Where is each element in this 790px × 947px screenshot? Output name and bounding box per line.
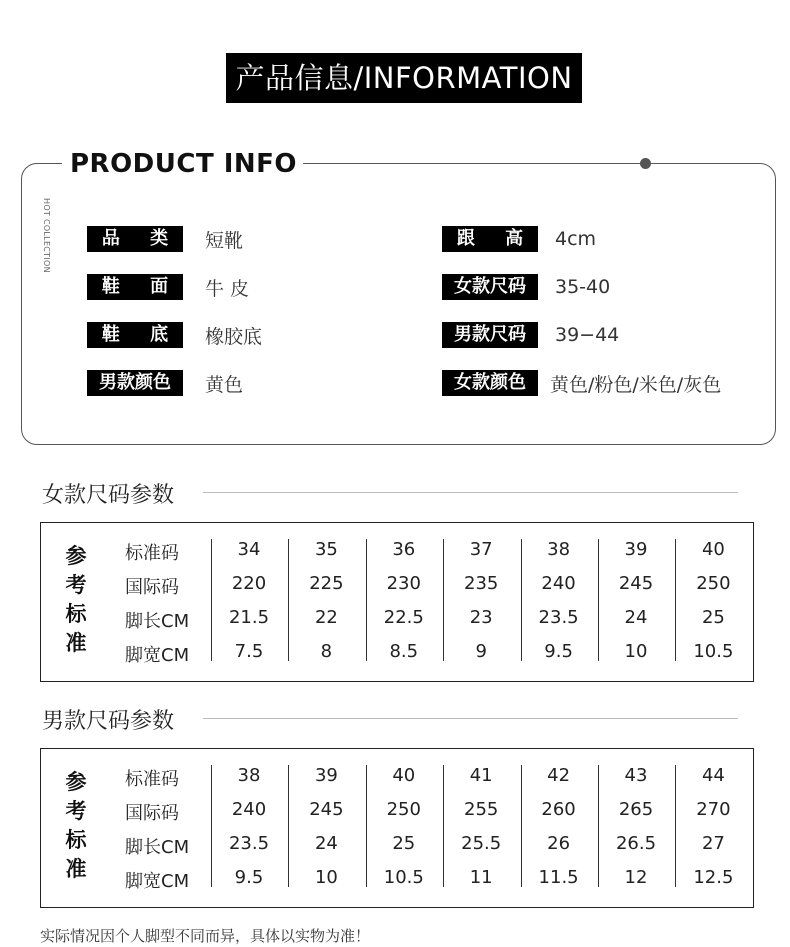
- size-cell: 10.5: [693, 641, 734, 662]
- size-cell: 250: [386, 799, 421, 820]
- product-info-title: PRODUCT INFO: [62, 146, 303, 182]
- size-cell: 23.5: [538, 607, 579, 628]
- attr-label: 鞋 面: [87, 274, 183, 300]
- information-banner: 产品信息/INFORMATION: [226, 53, 582, 103]
- size-cell: 9.5: [234, 867, 264, 888]
- size-cell: 250: [696, 573, 731, 594]
- attr-value: 黄色/粉色/米色/灰色: [550, 373, 722, 396]
- size-cell: 260: [541, 799, 576, 820]
- size-cell: 40: [701, 539, 725, 560]
- attr-label: 女款尺码: [442, 274, 538, 300]
- size-cell: 25: [392, 833, 416, 854]
- size-cell: 9: [475, 641, 487, 662]
- decorative-dot-icon: [640, 158, 651, 169]
- attr-value: 牛 皮: [205, 277, 250, 300]
- attr-value: 黄色: [205, 373, 244, 396]
- size-cell: 34: [237, 539, 261, 560]
- attr-value: 橡胶底: [205, 325, 263, 348]
- size-cell: 245: [618, 573, 654, 594]
- row-label-foot-width: 脚宽CM: [125, 871, 190, 892]
- attr-men-color: [87, 370, 243, 396]
- size-cell: 270: [696, 799, 731, 820]
- size-cell: 24: [624, 607, 648, 628]
- ref-char: 参: [65, 544, 87, 568]
- size-cell: 245: [309, 799, 344, 820]
- size-cell: 21.5: [228, 607, 270, 628]
- row-label-international: 国际码: [125, 577, 179, 598]
- size-cell: 11: [469, 867, 493, 888]
- attr-sole: [87, 322, 262, 348]
- attr-label: 男款尺码: [442, 322, 538, 348]
- section-divider: [203, 718, 738, 719]
- size-cell: 10: [314, 867, 338, 888]
- attr-women-color: [442, 370, 721, 396]
- size-cell: 225: [309, 573, 344, 594]
- row-label-foot-length: 脚长CM: [125, 611, 190, 632]
- size-cell: 25: [701, 607, 725, 628]
- reference-standard-label: [63, 542, 89, 658]
- ref-char: 考: [65, 573, 87, 597]
- product-info-box: [21, 163, 776, 445]
- size-cell: 22.5: [383, 607, 424, 628]
- size-cell: 235: [464, 573, 499, 594]
- attr-value: 35-40: [555, 276, 611, 298]
- ref-char: 标: [65, 828, 87, 852]
- ref-char: 准: [65, 631, 87, 655]
- attr-label: 鞋 底: [87, 322, 183, 348]
- attr-label: 女款颜色: [442, 370, 538, 396]
- size-cell: 240: [231, 799, 267, 820]
- attr-men-size: [442, 322, 619, 348]
- size-cell: 43: [624, 765, 648, 786]
- ref-char: 准: [65, 857, 87, 881]
- size-cell: 23.5: [228, 833, 270, 854]
- size-cell: 27: [701, 833, 725, 854]
- size-cell: 35: [314, 539, 338, 560]
- size-cell: 9.5: [544, 641, 573, 662]
- ref-char: 标: [65, 602, 87, 626]
- size-cell: 36: [392, 539, 416, 560]
- size-cell: 220: [231, 573, 267, 594]
- reference-standard-label: [63, 768, 89, 884]
- size-cell: 265: [618, 799, 654, 820]
- attr-value: 4cm: [555, 228, 597, 250]
- size-cell: 26: [547, 833, 571, 854]
- attr-value: 39−44: [555, 324, 620, 346]
- row-label-standard: 标准码: [125, 543, 179, 564]
- size-cell: 12: [624, 867, 648, 888]
- attr-label: 品 类: [87, 226, 183, 252]
- size-disclaimer: 实际情况因个人脚型不同而异，具体以实物为准！: [40, 927, 371, 945]
- size-cell: 11.5: [538, 867, 579, 888]
- size-cell: 39: [314, 765, 338, 786]
- size-cell: 26.5: [615, 833, 657, 854]
- attr-value: 短靴: [205, 229, 244, 252]
- attr-upper: [87, 274, 249, 300]
- size-cell: 41: [469, 765, 493, 786]
- women-size-table: [40, 522, 754, 682]
- row-label-foot-width: 脚宽CM: [125, 645, 190, 666]
- size-cell: 8: [320, 641, 333, 662]
- size-cell: 240: [541, 573, 576, 594]
- row-label-foot-length: 脚长CM: [125, 837, 190, 858]
- size-cell: 255: [464, 799, 499, 820]
- size-cell: 10: [624, 641, 648, 662]
- size-cell: 37: [469, 539, 493, 560]
- row-label-international: 国际码: [125, 803, 179, 824]
- size-cell: 7.5: [234, 641, 264, 662]
- attr-heel-height: [442, 226, 596, 252]
- men-size-table: [40, 748, 754, 908]
- size-cell: 25.5: [461, 833, 502, 854]
- size-cell: 22: [314, 607, 338, 628]
- size-cell: 8.5: [389, 641, 419, 662]
- size-cell: 23: [469, 607, 493, 628]
- size-cell: 42: [547, 765, 571, 786]
- women-size-title: 女款尺码参数: [42, 483, 175, 508]
- ref-char: 参: [65, 770, 87, 794]
- size-cell: 12.5: [693, 867, 734, 888]
- men-size-title: 男款尺码参数: [42, 709, 175, 734]
- attr-category: [87, 226, 243, 252]
- section-divider: [203, 492, 738, 493]
- attr-women-size: [442, 274, 610, 300]
- hot-collection-tag: HOT COLLECTION: [42, 198, 51, 273]
- attr-label: 男款颜色: [87, 370, 183, 396]
- attr-label: 跟 高: [442, 226, 538, 252]
- row-label-standard: 标准码: [125, 769, 179, 790]
- size-cell: 38: [547, 539, 571, 560]
- size-cell: 40: [392, 765, 416, 786]
- size-cell: 38: [237, 765, 261, 786]
- size-cell: 24: [314, 833, 338, 854]
- size-cell: 10.5: [383, 867, 424, 888]
- size-cell: 44: [701, 765, 725, 786]
- size-cell: 230: [386, 573, 421, 594]
- size-cell: 39: [624, 539, 648, 560]
- ref-char: 考: [65, 799, 87, 823]
